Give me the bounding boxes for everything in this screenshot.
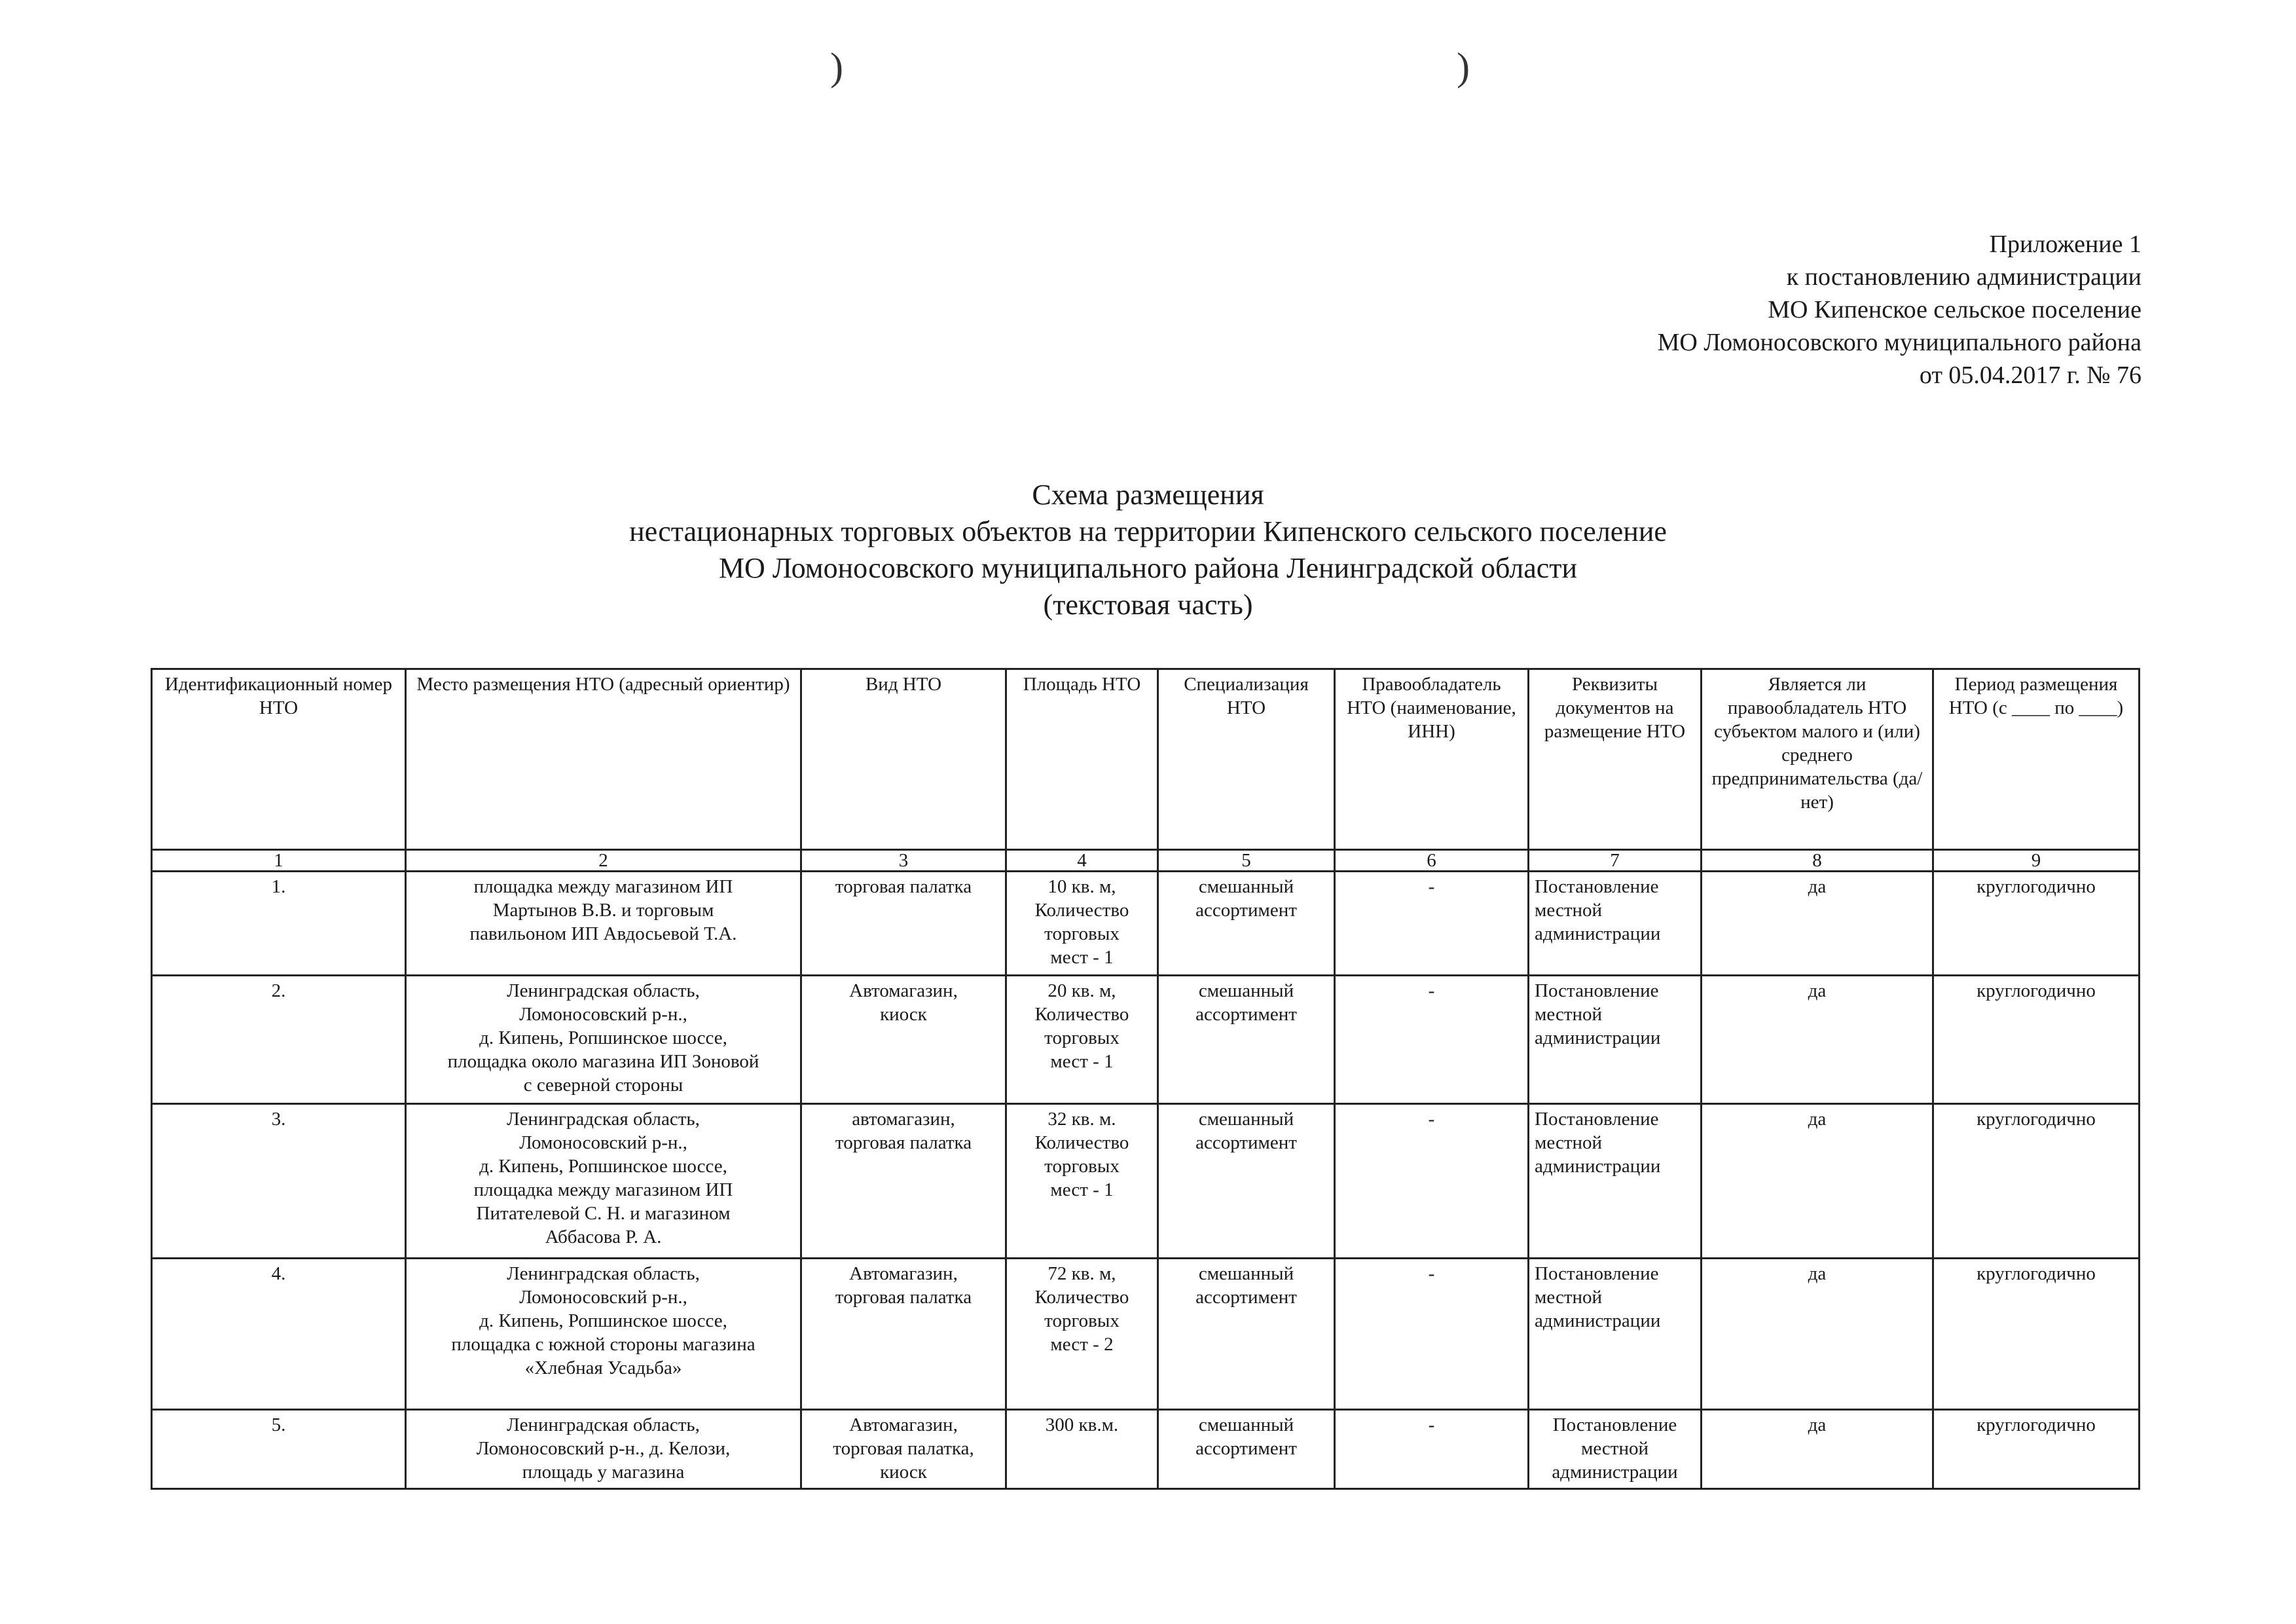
cell-place: Ленинградская область, Ломоносовский р-н., д. Келози, площадь у магазина — [406, 1410, 801, 1489]
cell-area: 32 кв. м. Количество торговых мест - 1 — [1006, 1104, 1158, 1259]
cell-spec: смешанный ассортимент — [1158, 1410, 1335, 1489]
cell-sme: да — [1702, 1259, 1933, 1410]
header-cell-sme: Является ли правообладатель НТО субъектом малого и (или) среднего предпринимательства (да/нет) — [1702, 669, 1933, 850]
cell-owner: - — [1335, 976, 1529, 1104]
header-row — [152, 669, 2140, 850]
cell-sme: да — [1702, 976, 1933, 1104]
scan-mark: ) — [830, 45, 843, 88]
column-number: 6 — [1335, 850, 1529, 872]
table-row — [152, 976, 2140, 1104]
column-number: 5 — [1158, 850, 1335, 872]
cell-area: 20 кв. м, Количество торговых мест - 1 — [1006, 976, 1158, 1104]
cell-spec: смешанный ассортимент — [1158, 1259, 1335, 1410]
title-line: нестационарных торговых объектов на территории Кипенского сельского поселение — [629, 515, 1667, 547]
cell-period: круглогодично — [1933, 976, 2140, 1104]
title-line: Схема размещения — [1032, 479, 1264, 511]
appendix-line: от 05.04.2017 г. № 76 — [1919, 361, 2141, 389]
column-number: 8 — [1702, 850, 1933, 872]
header-cell-id: Идентификационный номер НТО — [152, 669, 406, 850]
table-row — [152, 1410, 2140, 1489]
appendix-line: к постановлению администрации — [1786, 263, 2141, 291]
header-cell-spec: Специализация НТО — [1158, 669, 1335, 850]
cell-docs: Постановление местной администрации — [1529, 976, 1702, 1104]
cell-place: Ленинградская область, Ломоносовский р-н., д. Кипень, Ропшинское шоссе, площадка с южной стороны магазина «Хлебная Усадьба» — [406, 1259, 801, 1410]
cell-owner: - — [1335, 1259, 1529, 1410]
cell-area: 72 кв. м, Количество торговых мест - 2 — [1006, 1259, 1158, 1410]
cell-place: Ленинградская область, Ломоносовский р-н., д. Кипень, Ропшинское шоссе, площадка между магазином ИП Питателевой С. Н. и магазином Аббасова Р. А. — [406, 1104, 801, 1259]
column-number: 1 — [152, 850, 406, 872]
cell-id: 5. — [152, 1410, 406, 1489]
cell-period: круглогодично — [1933, 1259, 2140, 1410]
cell-spec: смешанный ассортимент — [1158, 872, 1335, 976]
appendix-block — [1658, 228, 2141, 392]
appendix-line: МО Ломоносовского муниципального района — [1657, 329, 2141, 356]
column-number-row — [152, 850, 2140, 872]
cell-id: 2. — [152, 976, 406, 1104]
cell-place: площадка между магазином ИП Мартынов В.В. и торговым павильоном ИП Авдосьевой Т.А. — [406, 872, 801, 976]
cell-spec: смешанный ассортимент — [1158, 976, 1335, 1104]
cell-area: 10 кв. м, Количество торговых мест - 1 — [1006, 872, 1158, 976]
column-number: 7 — [1529, 850, 1702, 872]
cell-owner: - — [1335, 872, 1529, 976]
cell-docs: Постановление местной администрации — [1529, 872, 1702, 976]
header-cell-docs: Реквизиты документов на размещение НТО — [1529, 669, 1702, 850]
header-cell-owner: Правообладатель НТО (наименование, ИНН) — [1335, 669, 1529, 850]
cell-type: торговая палатка — [801, 872, 1006, 976]
cell-docs: Постановление местной администрации — [1529, 1410, 1702, 1489]
appendix-line: МО Кипенское сельское поселение — [1768, 296, 2141, 323]
cell-sme: да — [1702, 872, 1933, 976]
cell-docs: Постановление местной администрации — [1529, 1259, 1702, 1410]
cell-sme: да — [1702, 1410, 1933, 1489]
cell-sme: да — [1702, 1104, 1933, 1259]
appendix-line: Приложение 1 — [1989, 231, 2141, 258]
cell-type: автомагазин, торговая палатка — [801, 1104, 1006, 1259]
header-cell-period: Период размещения НТО (с ____ по ____) — [1933, 669, 2140, 850]
cell-docs: Постановление местной администрации — [1529, 1104, 1702, 1259]
scan-mark: ) — [1457, 45, 1470, 88]
header-cell-area: Площадь НТО — [1006, 669, 1158, 850]
cell-owner: - — [1335, 1410, 1529, 1489]
column-number: 3 — [801, 850, 1006, 872]
cell-id: 4. — [152, 1259, 406, 1410]
column-number: 4 — [1006, 850, 1158, 872]
cell-area: 300 кв.м. — [1006, 1410, 1158, 1489]
header-cell-place: Место размещения НТО (адресный ориентир) — [406, 669, 801, 850]
cell-owner: - — [1335, 1104, 1529, 1259]
column-number: 9 — [1933, 850, 2140, 872]
title-line: (текстовая часть) — [1043, 589, 1253, 621]
title-line: МО Ломоносовского муниципального района Ленинградской области — [718, 552, 1578, 584]
table-row — [152, 1104, 2140, 1259]
cell-period: круглогодично — [1933, 872, 2140, 976]
document-title — [0, 477, 2296, 623]
nto-table — [151, 668, 2140, 1490]
cell-spec: смешанный ассортимент — [1158, 1104, 1335, 1259]
cell-id: 3. — [152, 1104, 406, 1259]
cell-type: Автомагазин, киоск — [801, 976, 1006, 1104]
cell-period: круглогодично — [1933, 1104, 2140, 1259]
cell-type: Автомагазин, торговая палатка — [801, 1259, 1006, 1410]
cell-period: круглогодично — [1933, 1410, 2140, 1489]
cell-type: Автомагазин, торговая палатка, киоск — [801, 1410, 1006, 1489]
header-cell-type: Вид НТО — [801, 669, 1006, 850]
table-row — [152, 1259, 2140, 1410]
cell-place: Ленинградская область, Ломоносовский р-н., д. Кипень, Ропшинское шоссе, площадка около магазина ИП Зоновой с северной стороны — [406, 976, 801, 1104]
column-number: 2 — [406, 850, 801, 872]
cell-id: 1. — [152, 872, 406, 976]
table-row — [152, 872, 2140, 976]
